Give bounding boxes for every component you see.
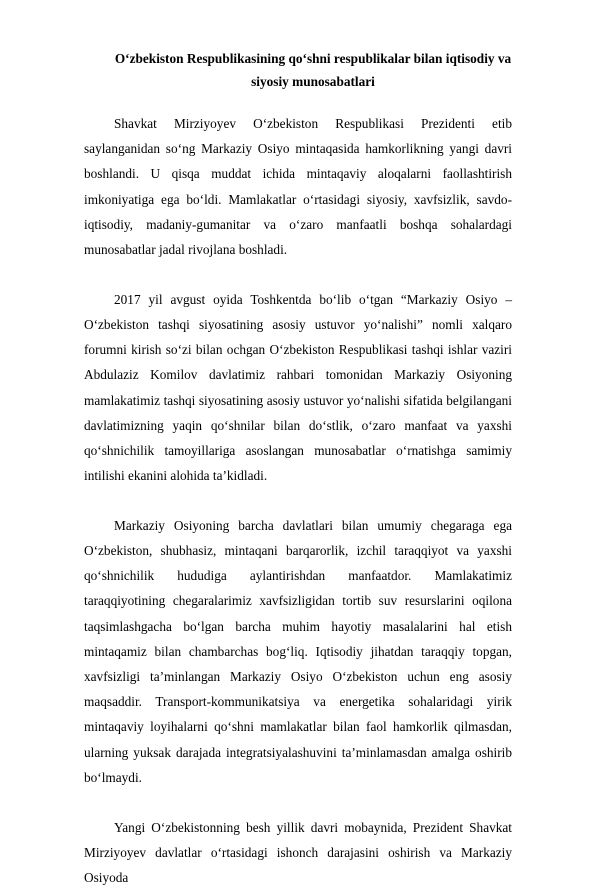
title-line-1: O‘zbekiston Respublikasining qo‘shni respublikalar bilan iqtisodiy va (114, 51, 512, 66)
paragraph-2: 2017 yil avgust oyida Toshkentda bo‘lib o‘tgan “Markaziy Osiyo – O‘zbekiston tashqi siyosatining asosiy ustuvor yo‘nalishi” nomli xalqaro forumni kirish so‘zi bilan ochgan O‘zbekiston Respublikasi tashqi ishlar vaziri Abdulaziz Komilov davlatimiz rahbari tomonidan Markaziy Osiyoning mamlakatimiz tashqi siyosatining asosiy ustuvor yo‘nalishi sifatida belgilangani davlatimizning yaqin qo‘shnilar bilan do‘stlik, o‘zaro manfaat va yaxshi qo‘shnichilik tamoyillariga asoslangan munosabatlar o‘rnatishga samimiy intilishi ekanini alohida ta’kidladi. (84, 291, 512, 484)
spacer (84, 262, 512, 287)
spacer (84, 790, 512, 815)
title-line-2: siyosiy munosabatlari (251, 74, 375, 89)
paragraph-3: Markaziy Osiyoning barcha davlatlari bilan umumiy chegaraga ega O‘zbekiston, shubhasiz, mintaqani barqarorlik, izchil taraqqiyot va yaxshi qo‘shnichilik hududiga aylantirishdan manfaatdor. Mamlakatimiz taraqqiyotining chegaralarimiz xavfsizligidan tortib suv resurslarini oqilona taqsimlashgacha bo‘lgan barcha muhim hayotiy masalalarini hal etish mintaqamiz bilan chambarchas bog‘liq. Iqtisodiy jihatdan taraqqiy topgan, xavfsizligi ta’minlangan Markaziy Osiyo O‘zbekiston uchun eng asosiy maqsaddir. Transport-kommunikatsiya va energetika sohalaridagi yirik mintaqaviy loyihalarni qo‘shni mamlakatlar bilan faol hamkorlik qilmasdan, ularning yuksak darajada integratsiyalashuvini ta’minlamasdan amalga oshirib bo‘lmaydi. (84, 517, 512, 785)
paragraph-1: Shavkat Mirziyoyev O‘zbekiston Respublikasi Prezidenti etib saylanganidan so‘ng Markaziy Osiyo mintaqasida hamkorlikning yangi davri boshlandi. U qisqa muddat ichida mintaqaviy aloqalarni faollashtirish imkoniyatiga ega bo‘ldi. Mamlakatlar o‘rtasidagi siyosiy, xavfsizlik, savdo-iqtisodiy, madaniy-gumanitar va o‘zaro manfaatli boshqa sohalardagi munosabatlar jadal rivojlana boshladi. (84, 116, 512, 258)
paragraph-4: Yangi O‘zbekistonning besh yillik davri mobaynida, Prezident Shavkat Mirziyoyev davlatlar o‘rtasidagi ishonch darajasini oshirish va Markaziy Osiyoda (84, 819, 512, 885)
spacer (84, 93, 512, 111)
document-title (84, 47, 512, 93)
document-page (84, 47, 512, 890)
spacer (84, 488, 512, 513)
